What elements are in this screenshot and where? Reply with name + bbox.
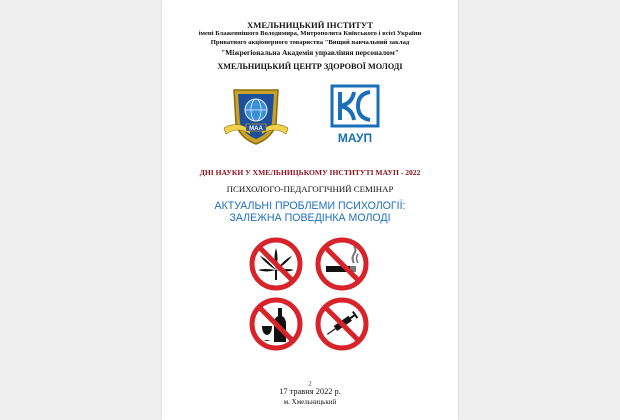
- science-days-heading: ДНІ НАУКИ У ХМЕЛЬНИЦЬКОМУ ІНСТИТУТІ МАУП - 2022: [199, 168, 421, 177]
- document-page: [162, 0, 458, 420]
- institute-private-company: Приватного акціонерного товариства "Вищий навчальний заклад: [210, 39, 410, 46]
- no-alcohol-icon: [248, 296, 304, 352]
- event-date: 17 травня 2022 р.: [279, 387, 341, 396]
- page-number: 2: [308, 380, 312, 388]
- maup-logo-text: МАУП: [337, 131, 373, 145]
- no-cannabis-icon: [248, 236, 304, 292]
- maa-logo-text: МАА: [249, 126, 263, 132]
- health-center-name: ХМЕЛЬНИЦЬКИЙ ЦЕНТР ЗДОРОВОЇ МОЛОДІ: [217, 62, 403, 71]
- academy-name: "Міжрегіональна Академія управління персоналом": [221, 48, 399, 57]
- seminar-type: ПСИХОЛОГО-ПЕДАГОГІЧНИЙ СЕМІНАР: [226, 184, 394, 194]
- maa-logo: [220, 84, 292, 150]
- maup-logo: [330, 84, 380, 146]
- seminar-title-line1: АКТУАЛЬНІ ПРОБЛЕМИ ПСИХОЛОГІЇ:: [214, 200, 406, 212]
- institute-named-after: імені Блаженнішого Володимира, Митрополита Київського і всієї України: [198, 30, 422, 37]
- event-city: м. Хмельницький: [283, 398, 337, 406]
- no-drugs-icon: [314, 296, 370, 352]
- no-smoking-icon: [314, 236, 370, 292]
- institute-title: ХМЕЛЬНИЦЬКИЙ ІНСТИТУТ: [247, 20, 373, 30]
- seminar-title-line2: ЗАЛЕЖНА ПОВЕДІНКА МОЛОДІ: [229, 212, 391, 224]
